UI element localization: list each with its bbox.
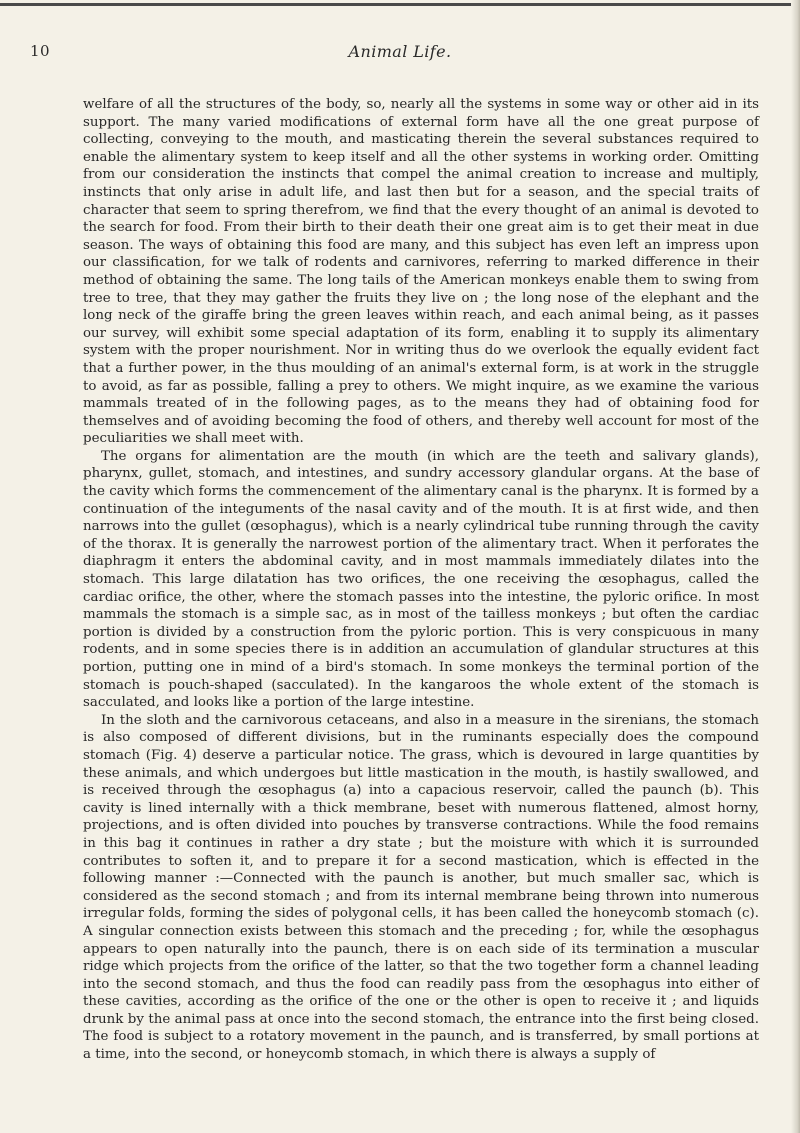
body-text — [83, 96, 759, 1064]
paragraph: The organs for alimentation are the mouth (in which are the teeth and salivary glands), pharynx, gullet, stomach, and intestines, and sundry accessory glandular organs. At the base of the cavity which forms the commencement of the alimentary canal is the pharynx. It is formed by a continuation of the integuments of the nasal cavity and of the mouth. It is at first wide, and then narrows into the gullet (œsophagus), which is a nearly cylindrical tube running through the cavity of the thorax. It is generally the narrowest portion of the alimentary tract. When it perforates the diaphragm it enters the abdominal cavity, and in most mammals immediately dilates into the stomach. This large dilatation has two orifices, the one receiving the œsophagus, called the cardiac orifice, the other, where the stomach passes into the intestine, the pyloric orifice. In most mammals the stomach is a simple sac, as in most of the tailless monkeys ; but often the cardiac portion is divided by a construction from the pyloric portion. This is very conspicuous in many rodents, and in some species there is in addition an accumulation of glandular structures at this portion, putting one in mind of a bird's stomach. In some monkeys the terminal portion of the stomach is pouch-shaped (sacculated). In the kangaroos the whole extent of the stomach is sacculated, and looks like a portion of the large intestine. — [83, 448, 759, 711]
running-title: Animal Life. — [348, 42, 452, 61]
paragraph: welfare of all the structures of the body, so, nearly all the systems in some way or other aid in its support. The many varied modifications of external form have all the one great purpose of collecting, conveying to the mouth, and masticating therein the several substances required to enable the alimentary system to keep itself and all the other systems in working order. Omitting from our consideration the instincts that compel the animal creation to increase and multiply, instincts that only arise in adult life, and last then but for a season, and the special traits of character that seem to spring therefrom, we find that the every thought of an animal is devoted to the search for food. From their birth to their death their one great aim is to get their meat in due season. The ways of obtaining this food are many, and this subject has even left an impress upon our classification, for we talk of rodents and carnivores, referring to marked difference in their method of obtaining the same. The long tails of the American monkeys enable them to swing from tree to tree, that they may gather the fruits they live on ; the long nose of the elephant and the long neck of the giraffe bring the green leaves within reach, and each animal being, as it passes our survey, will exhibit some special adaptation of its form, enabling it to supply its alimentary system with the proper nourishment. Nor in writing thus do we overlook the equally evident fact that a further power, in the thus moulding of an animal's external form, is at work in the struggle to avoid, as far as possible, falling a prey to others. We might inquire, as we examine the various mammals treated of in the following pages, as to the means they had of obtaining food for themselves and of avoiding becoming the food of others, and thereby well account for most of the peculiarities we shall meet with. — [83, 97, 759, 447]
page-number: 10 — [30, 42, 51, 60]
page-header — [30, 42, 770, 64]
page-top-rule — [0, 3, 800, 6]
page-edge-shadow — [791, 0, 800, 1133]
paragraph: In the sloth and the carnivorous cetaceans, and also in a measure in the sirenians, the stomach is also composed of different divisions, but in the ruminants especially does the compound stomach (Fig. 4) deserve a particular notice. The grass, which is devoured in large quantities by these animals, and which undergoes but little mastication in the mouth, is hastily swallowed, and is received through the œsophagus (a) into a capacious reservoir, called the paunch (b). This cavity is lined internally with a thick membrane, beset with numerous flattened, almost horny, projections, and is often divided into pouches by transverse contractions. While the food remains in this bag it continues in rather a dry state ; but the moisture with which it is surrounded contributes to soften it, and to prepare it for a second mastication, which is effected in the following manner :—Connected with the paunch is another, but much smaller sac, which is considered as the second stomach ; and from its internal membrane being thrown into numerous irregular folds, forming the sides of polygonal cells, it has been called the honeycomb stomach (c). A singular connection exists between this stomach and the preceding ; for, while the œsophagus appears to open naturally into the paunch, there is on each side of its termination a muscular ridge which projects from the orifice of the latter, so that the two together form a channel leading into the second stomach, and thus the food can readily pass from the œsophagus into either of these cavities, according as the orifice of the one or the other is open to receive it ; and liquids drunk by the animal pass at once into the second stomach, the entrance into the first being closed. The food is subject to a rotatory movement in the paunch, and is transferred, by small portions at a time, into the second, or honeycomb stomach, in which there is always a supply of — [83, 712, 759, 1063]
